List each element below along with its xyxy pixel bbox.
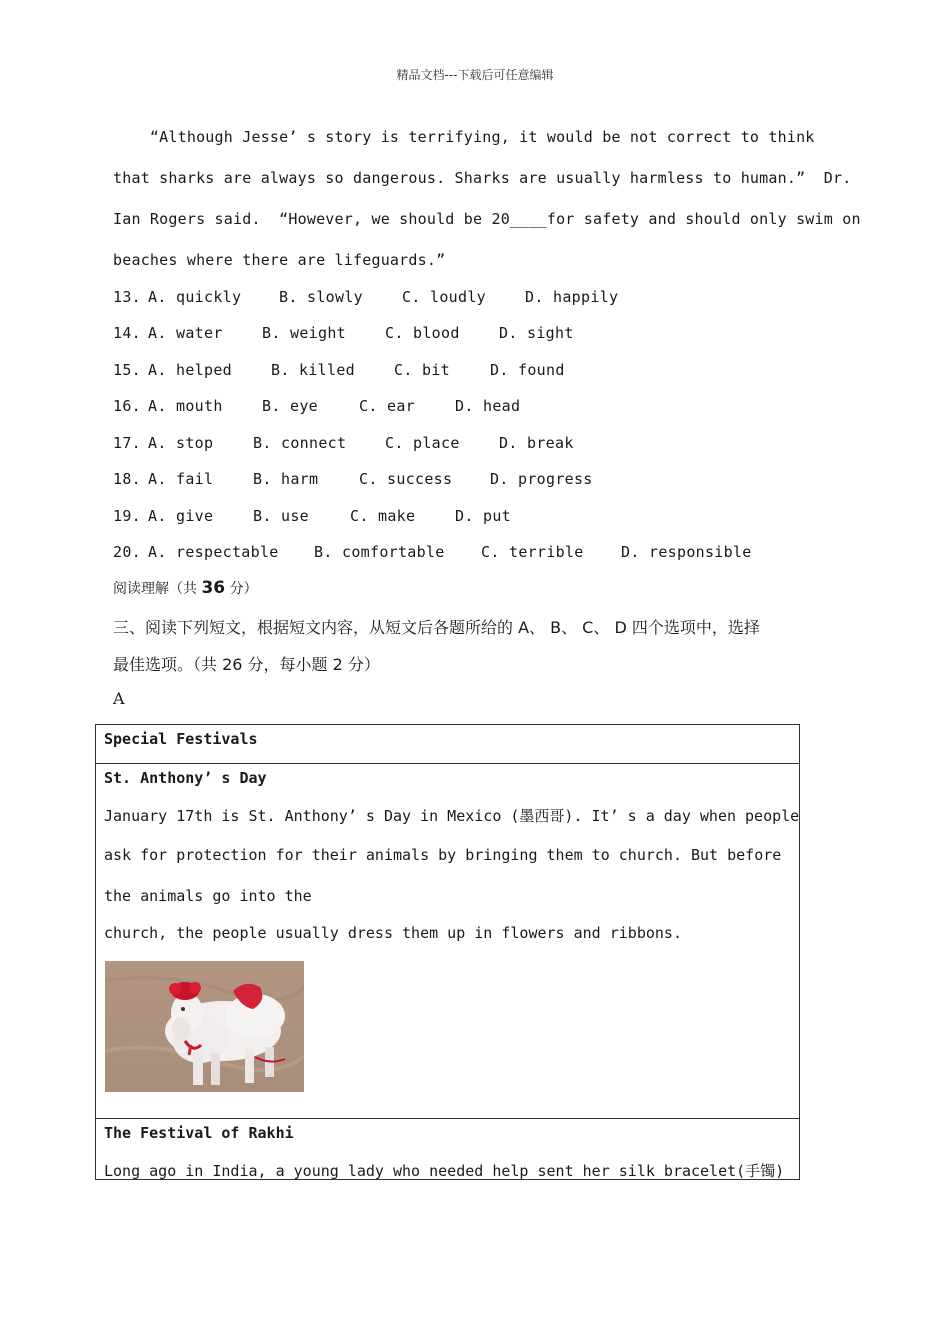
option-b: B. killed [271, 361, 355, 379]
festival-2-line-1: Long ago in India, a young lady who needed help sent her silk bracelet(手镯) [104, 1162, 785, 1180]
festival-1-line-4: church, the people usually dress them up in flowers and ribbons. [104, 924, 682, 942]
reading-post: 分） [225, 581, 258, 597]
goat-illustration [105, 961, 304, 1092]
option-b: B. eye [262, 397, 318, 415]
festival-1-line-3: the animals go into the [104, 887, 312, 905]
option-a: A. quickly [148, 288, 242, 306]
option-a: A. mouth [148, 397, 223, 415]
row-divider [96, 1118, 799, 1119]
passage-line-1: “Although Jesse’ s story is terrifying, it would be not correct to think [113, 128, 815, 146]
passage-letter: A [113, 689, 125, 708]
festival-1-title: St. Anthony’ s Day [104, 769, 267, 787]
option-b: B. use [253, 507, 309, 525]
option-a: A. respectable [148, 543, 279, 561]
question-number: 17. [113, 434, 141, 452]
passage-line-2: that sharks are always so dangerous. Sharks are usually harmless to human.” Dr. [113, 169, 852, 187]
question-number: 15. [113, 361, 141, 379]
option-b: B. weight [262, 324, 346, 342]
question-number: 18. [113, 470, 141, 488]
option-c: C. place [385, 434, 460, 452]
option-d: D. found [490, 361, 565, 379]
option-c: C. bit [394, 361, 450, 379]
question-number: 16. [113, 397, 141, 415]
festivals-table [95, 724, 800, 1180]
option-a: A. water [148, 324, 223, 342]
row-divider [96, 763, 799, 764]
option-a: A. fail [148, 470, 214, 488]
instruction-line-2: 最佳选项。（共 26 分，每小题 2 分） [113, 655, 380, 674]
option-c: C. success [359, 470, 453, 488]
table-title: Special Festivals [104, 730, 258, 748]
question-number: 13. [113, 288, 141, 306]
option-c: C. terrible [481, 543, 584, 561]
option-b: B. comfortable [314, 543, 445, 561]
festival-2-title: The Festival of Rakhi [104, 1124, 294, 1142]
festival-1-line-2: ask for protection for their animals by bringing them to church. But before [104, 846, 782, 864]
option-a: A. give [148, 507, 214, 525]
option-a: A. stop [148, 434, 214, 452]
page-header: 精品文档---下载后可任意编辑 [396, 68, 554, 82]
option-b: B. connect [253, 434, 347, 452]
passage-line-3: Ian Rogers said. “However, we should be 20____for safety and should only swim on [113, 210, 861, 228]
option-d: D. sight [499, 324, 574, 342]
option-b: B. harm [253, 470, 319, 488]
option-c: C. loudly [402, 288, 486, 306]
option-d: D. progress [490, 470, 593, 488]
option-c: C. blood [385, 324, 460, 342]
festival-1-line-1: January 17th is St. Anthony’ s Day in Mexico (墨西哥). It’ s a day when people [104, 807, 800, 825]
option-d: D. responsible [621, 543, 752, 561]
reading-heading [113, 578, 258, 598]
option-b: B. slowly [279, 288, 363, 306]
question-number: 14. [113, 324, 141, 342]
option-a: A. helped [148, 361, 232, 379]
goat-photo [105, 961, 304, 1092]
option-c: C. ear [359, 397, 415, 415]
reading-score: 36 [201, 578, 226, 598]
instruction-line-1: 三、阅读下列短文，根据短文内容，从短文后各题所给的 A、 B、 C、 D 四个选项中，选择 [113, 618, 760, 637]
option-c: C. make [350, 507, 416, 525]
question-number: 19. [113, 507, 141, 525]
option-d: D. break [499, 434, 574, 452]
passage-line-4: beaches where there are lifeguards.” [113, 251, 446, 269]
option-d: D. happily [525, 288, 619, 306]
option-d: D. head [455, 397, 521, 415]
reading-pre: 阅读理解（共 [113, 581, 202, 597]
option-d: D. put [455, 507, 511, 525]
question-number: 20. [113, 543, 141, 561]
